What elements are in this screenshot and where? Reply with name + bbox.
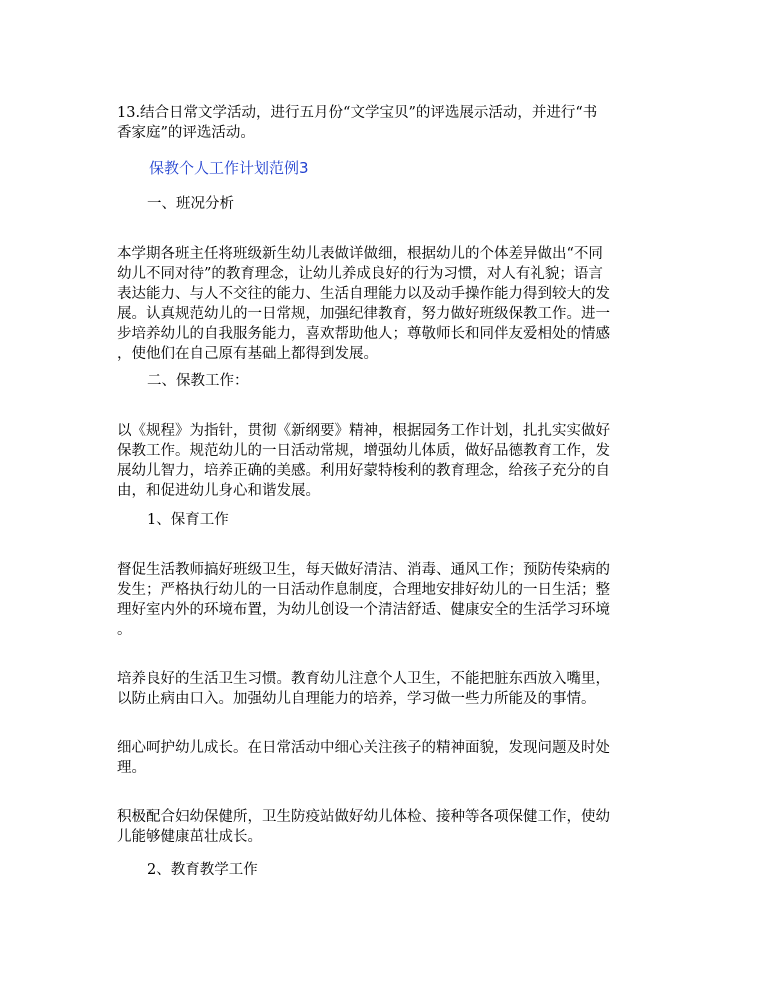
text-line: 细心呵护幼儿成长。在日常活动中细心关注孩子的精神面貌，发现问题及时处 — [117, 740, 610, 756]
class-analysis-paragraph — [117, 244, 662, 364]
text-line: 步培养幼儿的自我服务能力，喜欢帮助他人；尊敬师长和同伴友爱相处的情感 — [117, 326, 610, 342]
text-line: 督促生活教师搞好班级卫生，每天做好清洁、消毒、通风工作；预防传染病的 — [117, 562, 610, 578]
text-line: 本学期各班主任将班级新生幼儿表做详做细，根据幼儿的个体差异做出“不同 — [117, 246, 603, 262]
text-line: 表达能力、与人不交往的能力、生活自理能力以及动手操作能力得到较大的发 — [117, 286, 610, 302]
document-title[interactable]: 保教个人工作计划范例3 — [149, 159, 309, 177]
text-line: 以《规程》为指针，贯彻《新纲要》精神，根据园务工作计划，扎扎实实做好 — [117, 423, 610, 439]
text-line: 理。 — [117, 760, 146, 776]
section-heading-care-education: 二、保教工作： — [147, 373, 249, 389]
subsection-heading-childcare: 1、保育工作 — [147, 512, 229, 528]
childcare-paragraph-3 — [117, 738, 662, 778]
text-line: 展。认真规范幼儿的一日常规，加强纪律教育，努力做好班级保教工作。进一 — [117, 306, 610, 322]
care-education-paragraph — [117, 421, 662, 501]
text-line: 香家庭”的评选活动。 — [117, 125, 255, 141]
text-line: 理好室内外的环境布置，为幼儿创设一个清洁舒适、健康安全的生活学习环境 — [117, 602, 610, 618]
text-line: 幼儿不同对待”的教育理念，让幼儿养成良好的行为习惯，对人有礼貌；语言 — [117, 266, 603, 282]
childcare-paragraph-4 — [117, 807, 662, 847]
text-line: 。 — [117, 622, 132, 638]
text-line: 培养良好的生活卫生习惯。教育幼儿注意个人卫生，不能把脏东西放入嘴里， — [117, 671, 610, 687]
text-line: 以防止病由口入。加强幼儿自理能力的培养，学习做一些力所能及的事情。 — [117, 691, 596, 707]
text-line: 13.结合日常文学活动，进行五月份“文学宝贝”的评选展示活动，并进行“书 — [117, 105, 598, 121]
text-line: 保教工作。规范幼儿的一日活动常规，增强幼儿体质，做好品德教育工作，发 — [117, 443, 610, 459]
section-heading-class-analysis: 一、班况分析 — [147, 196, 234, 212]
text-line: 展幼儿智力，培养正确的美感。利用好蒙特梭利的教育理念，给孩子充分的自 — [117, 463, 610, 479]
text-line: 儿能够健康茁壮成长。 — [117, 829, 262, 845]
text-line: 积极配合妇幼保健所，卫生防疫站做好幼儿体检、接种等各项保健工作，使幼 — [117, 809, 610, 825]
text-line: ，使他们在自己原有基础上都得到发展。 — [117, 346, 378, 362]
subsection-heading-teaching: 2、教育教学工作 — [147, 862, 258, 878]
childcare-paragraph-2 — [117, 669, 662, 709]
text-line: 由，和促进幼儿身心和谐发展。 — [117, 483, 320, 499]
text-line: 发生；严格执行幼儿的一日活动作息制度，合理地安排好幼儿的一日生活；整 — [117, 582, 610, 598]
item-13-paragraph — [117, 103, 662, 143]
childcare-paragraph-1 — [117, 560, 662, 640]
